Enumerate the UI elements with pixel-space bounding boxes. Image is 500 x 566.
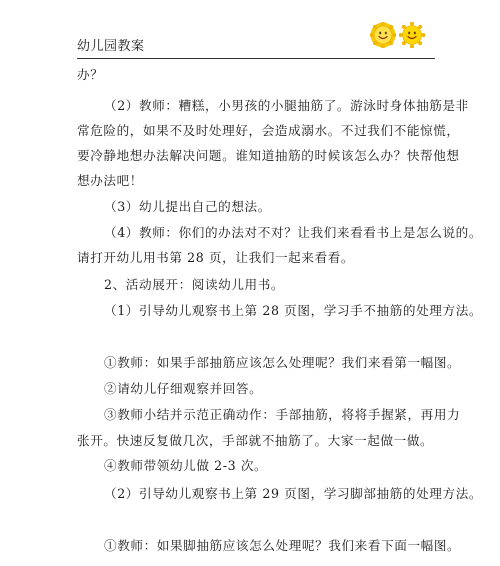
body-line: 要冷静地想办法解决问题。谁知道抽筋的时候该怎么办？快帮他想: [77, 148, 460, 163]
body-line: ①教师：如果手部抽筋应该怎么处理呢？我们来看第一幅图。: [104, 355, 461, 370]
body-line: 请打开幼儿用书第 28 页，让我们一起来看看。: [77, 250, 355, 265]
body-line: 办？: [77, 67, 104, 82]
header-divider: [77, 58, 435, 59]
body-line: （3）幼儿提出自己的想法。: [104, 199, 271, 214]
body-line: （4）教师：你们的办法对不对？让我们来看看书上是怎么说的。: [104, 225, 483, 240]
header-title: 幼儿园教案: [77, 39, 145, 54]
body-line: 张开。快速反复做几次，手部就不抽筋了。大家一起做一做。: [77, 433, 434, 448]
body-line: ③教师小结并示范正确动作：手部抽筋，将将手握紧，再用力: [104, 407, 461, 422]
smiley-sun-icon: [370, 22, 396, 48]
body-line: （2）教师：糟糕，小男孩的小腿抽筋了。游泳时身体抽筋是非: [104, 98, 469, 113]
smiley-sun-icon: [399, 22, 425, 48]
body-line: （2）引导幼儿观察书上第 29 页图，学习脚部抽筋的处理方法。: [104, 486, 483, 501]
body-line: 想办法吧！: [77, 173, 143, 188]
body-line: （1）引导幼儿观察书上第 28 页图，学习手不抽筋的处理方法。: [104, 303, 483, 318]
body-line: ①教师：如果脚抽筋应该怎么处理呢？我们来看下面一幅图。: [104, 538, 461, 553]
body-line: 常危险的，如果不及时处理好，会造成溺水。不过我们不能惊慌，: [77, 123, 460, 138]
body-line: ④教师带领幼儿做 2-3 次。: [104, 458, 268, 473]
section-heading: 2、活动展开：阅读幼儿用书。: [104, 277, 285, 292]
body-line: ②请幼儿仔细观察并回答。: [104, 381, 263, 396]
